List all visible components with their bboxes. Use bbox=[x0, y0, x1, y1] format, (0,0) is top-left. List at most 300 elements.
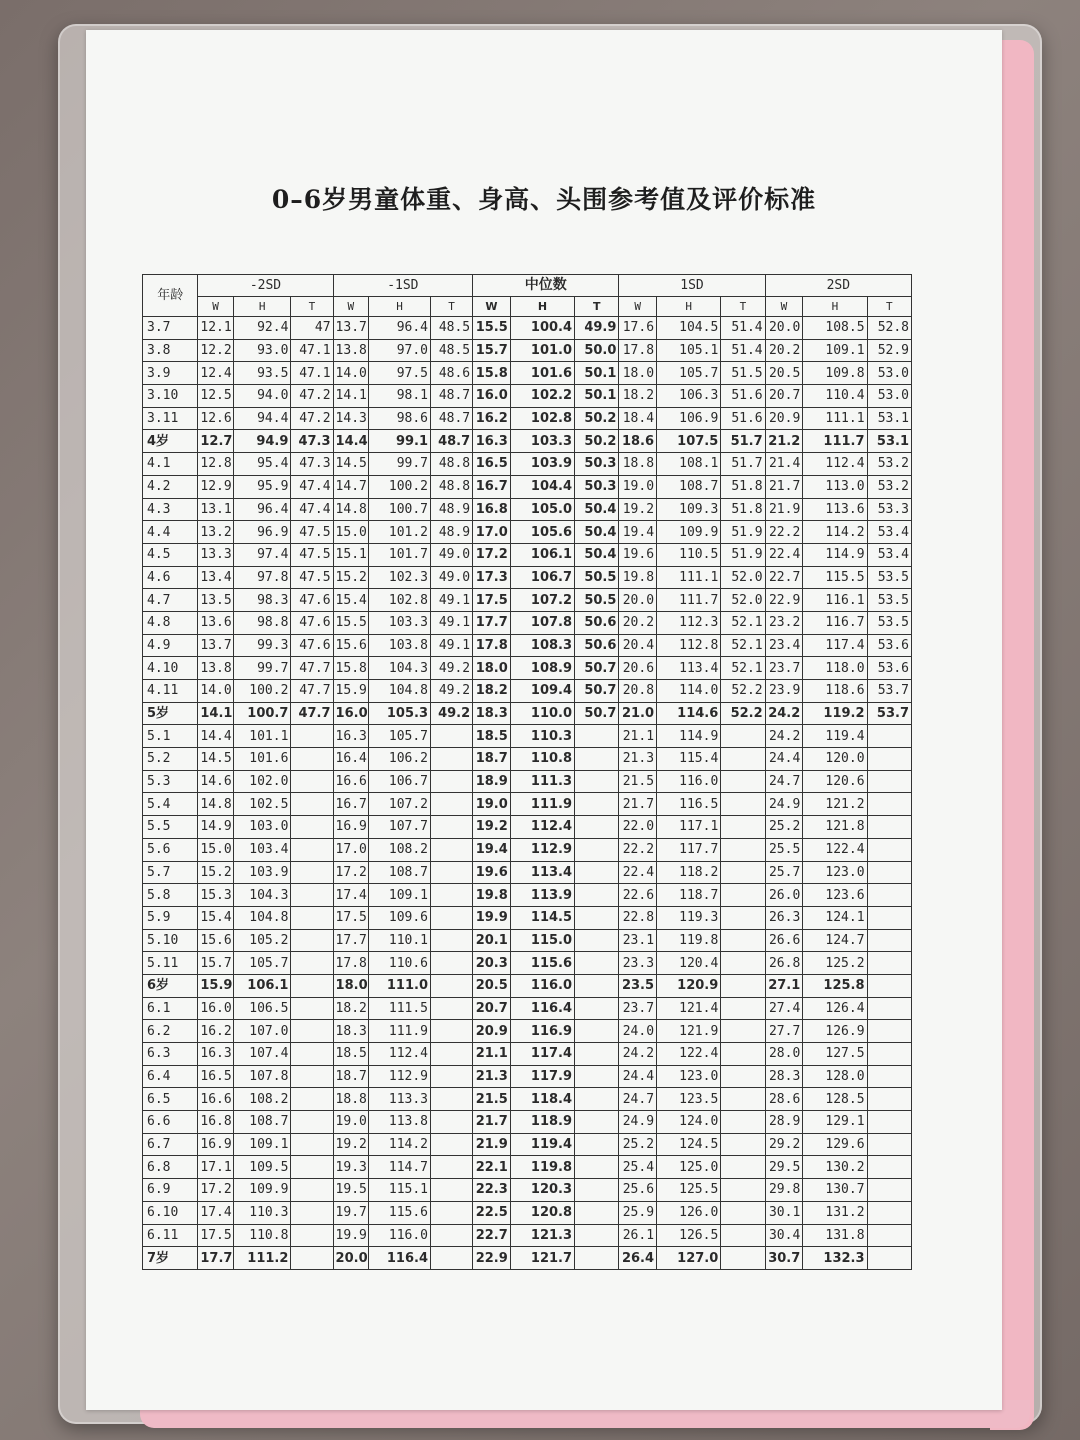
sub-header-t: T bbox=[291, 297, 333, 317]
minus1sd-t-cell: 48.5 bbox=[431, 317, 473, 340]
1sd-w-cell: 19.2 bbox=[619, 498, 657, 521]
group-header-minus2sd: -2SD bbox=[198, 275, 333, 297]
minus1sd-h-cell: 104.8 bbox=[368, 680, 430, 703]
2sd-w-cell: 30.4 bbox=[765, 1224, 803, 1247]
minus1sd-t-cell bbox=[431, 1111, 473, 1134]
median-h-cell: 108.3 bbox=[510, 634, 574, 657]
2sd-h-cell: 114.9 bbox=[803, 543, 867, 566]
1sd-t-cell bbox=[721, 1065, 765, 1088]
minus2sd-w-cell: 13.6 bbox=[198, 611, 233, 634]
2sd-w-cell: 22.7 bbox=[765, 566, 803, 589]
1sd-t-cell: 52.2 bbox=[721, 702, 765, 725]
1sd-w-cell: 18.6 bbox=[619, 430, 657, 453]
2sd-h-cell: 110.4 bbox=[803, 385, 867, 408]
1sd-w-cell: 25.6 bbox=[619, 1179, 657, 1202]
minus1sd-h-cell: 98.6 bbox=[368, 407, 430, 430]
minus1sd-t-cell bbox=[431, 861, 473, 884]
minus2sd-t-cell: 47.7 bbox=[291, 680, 333, 703]
2sd-h-cell: 126.9 bbox=[803, 1020, 867, 1043]
2sd-t-cell bbox=[867, 816, 911, 839]
minus2sd-w-cell: 13.4 bbox=[198, 566, 233, 589]
minus2sd-h-cell: 93.5 bbox=[233, 362, 291, 385]
age-cell: 6岁 bbox=[143, 974, 198, 997]
minus2sd-h-cell: 104.8 bbox=[233, 906, 291, 929]
median-w-cell: 20.9 bbox=[473, 1020, 511, 1043]
2sd-t-cell bbox=[867, 1043, 911, 1066]
minus2sd-t-cell bbox=[291, 861, 333, 884]
median-t-cell bbox=[575, 884, 619, 907]
group-header-1sd: 1SD bbox=[619, 275, 765, 297]
minus2sd-w-cell: 17.5 bbox=[198, 1224, 233, 1247]
median-w-cell: 21.7 bbox=[473, 1111, 511, 1134]
1sd-h-cell: 113.4 bbox=[657, 657, 721, 680]
2sd-w-cell: 23.7 bbox=[765, 657, 803, 680]
1sd-t-cell bbox=[721, 1088, 765, 1111]
minus1sd-h-cell: 99.1 bbox=[368, 430, 430, 453]
minus2sd-h-cell: 95.9 bbox=[233, 475, 291, 498]
minus2sd-h-cell: 107.0 bbox=[233, 1020, 291, 1043]
minus2sd-t-cell bbox=[291, 929, 333, 952]
1sd-h-cell: 112.3 bbox=[657, 611, 721, 634]
minus2sd-t-cell bbox=[291, 997, 333, 1020]
age-cell: 5.3 bbox=[143, 770, 198, 793]
minus2sd-w-cell: 15.9 bbox=[198, 974, 233, 997]
1sd-w-cell: 18.2 bbox=[619, 385, 657, 408]
minus1sd-h-cell: 100.7 bbox=[368, 498, 430, 521]
1sd-t-cell bbox=[721, 1133, 765, 1156]
minus1sd-h-cell: 103.8 bbox=[368, 634, 430, 657]
age-cell: 6.1 bbox=[143, 997, 198, 1020]
minus2sd-w-cell: 15.2 bbox=[198, 861, 233, 884]
median-w-cell: 15.7 bbox=[473, 339, 511, 362]
minus2sd-w-cell: 15.7 bbox=[198, 952, 233, 975]
table-row bbox=[143, 543, 912, 566]
minus2sd-h-cell: 109.5 bbox=[233, 1156, 291, 1179]
minus1sd-t-cell: 49.1 bbox=[431, 634, 473, 657]
table-row bbox=[143, 1065, 912, 1088]
median-t-cell: 50.7 bbox=[575, 657, 619, 680]
1sd-h-cell: 121.9 bbox=[657, 1020, 721, 1043]
age-cell: 6.4 bbox=[143, 1065, 198, 1088]
1sd-w-cell: 18.0 bbox=[619, 362, 657, 385]
minus1sd-h-cell: 109.1 bbox=[368, 884, 430, 907]
median-w-cell: 16.3 bbox=[473, 430, 511, 453]
2sd-w-cell: 22.4 bbox=[765, 543, 803, 566]
median-h-cell: 121.3 bbox=[510, 1224, 574, 1247]
1sd-t-cell: 51.7 bbox=[721, 430, 765, 453]
age-cell: 4.8 bbox=[143, 611, 198, 634]
1sd-w-cell: 20.4 bbox=[619, 634, 657, 657]
1sd-h-cell: 125.5 bbox=[657, 1179, 721, 1202]
2sd-h-cell: 118.0 bbox=[803, 657, 867, 680]
median-t-cell: 50.3 bbox=[575, 475, 619, 498]
2sd-w-cell: 26.8 bbox=[765, 952, 803, 975]
median-t-cell bbox=[575, 929, 619, 952]
age-cell: 3.7 bbox=[143, 317, 198, 340]
1sd-h-cell: 120.9 bbox=[657, 974, 721, 997]
2sd-t-cell: 53.6 bbox=[867, 634, 911, 657]
median-w-cell: 20.5 bbox=[473, 974, 511, 997]
1sd-w-cell: 20.6 bbox=[619, 657, 657, 680]
printed-sheet bbox=[86, 30, 1002, 1410]
minus2sd-h-cell: 105.7 bbox=[233, 952, 291, 975]
median-t-cell bbox=[575, 748, 619, 771]
median-t-cell: 50.0 bbox=[575, 339, 619, 362]
median-t-cell bbox=[575, 770, 619, 793]
minus1sd-w-cell: 20.0 bbox=[333, 1247, 368, 1270]
minus1sd-t-cell: 48.9 bbox=[431, 498, 473, 521]
minus2sd-t-cell: 47.6 bbox=[291, 634, 333, 657]
2sd-t-cell: 53.5 bbox=[867, 611, 911, 634]
growth-reference-table bbox=[142, 274, 912, 1270]
1sd-h-cell: 108.1 bbox=[657, 453, 721, 476]
median-h-cell: 116.9 bbox=[510, 1020, 574, 1043]
median-w-cell: 19.9 bbox=[473, 906, 511, 929]
header-row-measures bbox=[143, 297, 912, 317]
median-t-cell: 50.6 bbox=[575, 634, 619, 657]
2sd-t-cell: 53.7 bbox=[867, 680, 911, 703]
median-w-cell: 22.5 bbox=[473, 1201, 511, 1224]
minus1sd-w-cell: 16.9 bbox=[333, 816, 368, 839]
2sd-t-cell bbox=[867, 997, 911, 1020]
2sd-w-cell: 20.5 bbox=[765, 362, 803, 385]
group-header-median: 中位数 bbox=[473, 275, 619, 297]
age-cell: 5.11 bbox=[143, 952, 198, 975]
1sd-w-cell: 22.4 bbox=[619, 861, 657, 884]
table-row bbox=[143, 997, 912, 1020]
minus1sd-w-cell: 17.8 bbox=[333, 952, 368, 975]
2sd-h-cell: 120.6 bbox=[803, 770, 867, 793]
minus1sd-h-cell: 104.3 bbox=[368, 657, 430, 680]
median-h-cell: 110.0 bbox=[510, 702, 574, 725]
minus2sd-t-cell bbox=[291, 1156, 333, 1179]
minus2sd-t-cell: 47.2 bbox=[291, 385, 333, 408]
median-t-cell: 50.4 bbox=[575, 498, 619, 521]
age-cell: 4.6 bbox=[143, 566, 198, 589]
median-h-cell: 111.3 bbox=[510, 770, 574, 793]
sub-header-w: W bbox=[473, 297, 511, 317]
minus1sd-w-cell: 16.4 bbox=[333, 748, 368, 771]
table-row bbox=[143, 1179, 912, 1202]
minus1sd-w-cell: 18.0 bbox=[333, 974, 368, 997]
median-w-cell: 17.2 bbox=[473, 543, 511, 566]
age-cell: 5.4 bbox=[143, 793, 198, 816]
minus1sd-w-cell: 18.7 bbox=[333, 1065, 368, 1088]
minus1sd-w-cell: 17.2 bbox=[333, 861, 368, 884]
2sd-h-cell: 131.2 bbox=[803, 1201, 867, 1224]
minus2sd-h-cell: 99.3 bbox=[233, 634, 291, 657]
2sd-h-cell: 123.0 bbox=[803, 861, 867, 884]
minus1sd-t-cell: 49.1 bbox=[431, 589, 473, 612]
minus2sd-h-cell: 110.3 bbox=[233, 1201, 291, 1224]
age-cell: 4.3 bbox=[143, 498, 198, 521]
minus1sd-h-cell: 101.7 bbox=[368, 543, 430, 566]
minus1sd-w-cell: 17.7 bbox=[333, 929, 368, 952]
minus1sd-w-cell: 16.0 bbox=[333, 702, 368, 725]
1sd-t-cell: 51.9 bbox=[721, 521, 765, 544]
minus1sd-t-cell: 48.6 bbox=[431, 362, 473, 385]
table-row bbox=[143, 611, 912, 634]
2sd-h-cell: 115.5 bbox=[803, 566, 867, 589]
1sd-h-cell: 111.7 bbox=[657, 589, 721, 612]
median-w-cell: 18.9 bbox=[473, 770, 511, 793]
2sd-h-cell: 131.8 bbox=[803, 1224, 867, 1247]
age-cell: 6.2 bbox=[143, 1020, 198, 1043]
median-w-cell: 18.7 bbox=[473, 748, 511, 771]
1sd-t-cell: 52.0 bbox=[721, 589, 765, 612]
2sd-h-cell: 122.4 bbox=[803, 838, 867, 861]
2sd-h-cell: 132.3 bbox=[803, 1247, 867, 1270]
median-w-cell: 16.8 bbox=[473, 498, 511, 521]
median-h-cell: 113.4 bbox=[510, 861, 574, 884]
1sd-h-cell: 112.8 bbox=[657, 634, 721, 657]
median-t-cell: 50.1 bbox=[575, 385, 619, 408]
table-row bbox=[143, 589, 912, 612]
sub-header-h: H bbox=[510, 297, 574, 317]
minus2sd-t-cell bbox=[291, 1133, 333, 1156]
minus2sd-w-cell: 13.3 bbox=[198, 543, 233, 566]
2sd-w-cell: 24.7 bbox=[765, 770, 803, 793]
median-h-cell: 110.3 bbox=[510, 725, 574, 748]
table-row bbox=[143, 475, 912, 498]
1sd-h-cell: 108.7 bbox=[657, 475, 721, 498]
2sd-w-cell: 24.2 bbox=[765, 702, 803, 725]
sub-header-t: T bbox=[867, 297, 911, 317]
minus2sd-t-cell bbox=[291, 1020, 333, 1043]
median-h-cell: 103.3 bbox=[510, 430, 574, 453]
median-h-cell: 105.0 bbox=[510, 498, 574, 521]
minus1sd-h-cell: 96.4 bbox=[368, 317, 430, 340]
2sd-w-cell: 30.1 bbox=[765, 1201, 803, 1224]
2sd-h-cell: 114.2 bbox=[803, 521, 867, 544]
minus2sd-t-cell: 47.3 bbox=[291, 430, 333, 453]
median-t-cell bbox=[575, 974, 619, 997]
minus1sd-w-cell: 16.6 bbox=[333, 770, 368, 793]
minus1sd-t-cell bbox=[431, 884, 473, 907]
minus2sd-w-cell: 16.5 bbox=[198, 1065, 233, 1088]
2sd-h-cell: 119.2 bbox=[803, 702, 867, 725]
1sd-t-cell bbox=[721, 1020, 765, 1043]
minus2sd-t-cell bbox=[291, 1224, 333, 1247]
minus1sd-t-cell: 48.9 bbox=[431, 521, 473, 544]
minus1sd-t-cell bbox=[431, 1065, 473, 1088]
minus2sd-w-cell: 13.7 bbox=[198, 634, 233, 657]
minus1sd-h-cell: 103.3 bbox=[368, 611, 430, 634]
minus1sd-h-cell: 114.7 bbox=[368, 1156, 430, 1179]
minus2sd-t-cell bbox=[291, 1111, 333, 1134]
minus2sd-h-cell: 109.9 bbox=[233, 1179, 291, 1202]
minus2sd-w-cell: 17.4 bbox=[198, 1201, 233, 1224]
minus2sd-h-cell: 111.2 bbox=[233, 1247, 291, 1270]
table-row bbox=[143, 838, 912, 861]
minus2sd-w-cell: 15.6 bbox=[198, 929, 233, 952]
1sd-h-cell: 118.2 bbox=[657, 861, 721, 884]
sub-header-h: H bbox=[657, 297, 721, 317]
age-cell: 6.6 bbox=[143, 1111, 198, 1134]
median-w-cell: 19.8 bbox=[473, 884, 511, 907]
2sd-h-cell: 117.4 bbox=[803, 634, 867, 657]
minus1sd-w-cell: 18.2 bbox=[333, 997, 368, 1020]
minus2sd-w-cell: 16.6 bbox=[198, 1088, 233, 1111]
minus2sd-w-cell: 16.9 bbox=[198, 1133, 233, 1156]
minus2sd-w-cell: 16.3 bbox=[198, 1043, 233, 1066]
1sd-h-cell: 105.7 bbox=[657, 362, 721, 385]
1sd-w-cell: 20.8 bbox=[619, 680, 657, 703]
table-row bbox=[143, 748, 912, 771]
2sd-w-cell: 24.2 bbox=[765, 725, 803, 748]
minus2sd-h-cell: 93.0 bbox=[233, 339, 291, 362]
minus1sd-w-cell: 14.1 bbox=[333, 385, 368, 408]
median-h-cell: 119.4 bbox=[510, 1133, 574, 1156]
table-row bbox=[143, 521, 912, 544]
1sd-h-cell: 115.4 bbox=[657, 748, 721, 771]
1sd-t-cell bbox=[721, 952, 765, 975]
1sd-t-cell bbox=[721, 974, 765, 997]
minus2sd-h-cell: 95.4 bbox=[233, 453, 291, 476]
minus2sd-w-cell: 14.8 bbox=[198, 793, 233, 816]
2sd-t-cell: 53.0 bbox=[867, 385, 911, 408]
1sd-w-cell: 18.8 bbox=[619, 453, 657, 476]
minus1sd-t-cell bbox=[431, 1088, 473, 1111]
2sd-w-cell: 24.4 bbox=[765, 748, 803, 771]
2sd-h-cell: 129.6 bbox=[803, 1133, 867, 1156]
median-h-cell: 118.9 bbox=[510, 1111, 574, 1134]
2sd-h-cell: 126.4 bbox=[803, 997, 867, 1020]
minus2sd-h-cell: 104.3 bbox=[233, 884, 291, 907]
1sd-h-cell: 114.9 bbox=[657, 725, 721, 748]
minus1sd-t-cell bbox=[431, 816, 473, 839]
1sd-w-cell: 17.6 bbox=[619, 317, 657, 340]
minus2sd-t-cell: 47.5 bbox=[291, 543, 333, 566]
age-cell: 5岁 bbox=[143, 702, 198, 725]
minus2sd-h-cell: 107.8 bbox=[233, 1065, 291, 1088]
age-cell: 3.8 bbox=[143, 339, 198, 362]
table-row bbox=[143, 317, 912, 340]
median-w-cell: 17.8 bbox=[473, 634, 511, 657]
age-cell: 5.8 bbox=[143, 884, 198, 907]
1sd-t-cell bbox=[721, 861, 765, 884]
2sd-t-cell: 53.3 bbox=[867, 498, 911, 521]
median-w-cell: 18.5 bbox=[473, 725, 511, 748]
minus1sd-t-cell bbox=[431, 1247, 473, 1270]
minus1sd-t-cell: 48.7 bbox=[431, 385, 473, 408]
1sd-t-cell: 51.8 bbox=[721, 475, 765, 498]
2sd-w-cell: 22.2 bbox=[765, 521, 803, 544]
age-cell: 5.2 bbox=[143, 748, 198, 771]
age-cell: 6.5 bbox=[143, 1088, 198, 1111]
2sd-h-cell: 116.7 bbox=[803, 611, 867, 634]
minus1sd-h-cell: 113.8 bbox=[368, 1111, 430, 1134]
table-row bbox=[143, 1224, 912, 1247]
minus1sd-t-cell bbox=[431, 974, 473, 997]
minus1sd-w-cell: 17.5 bbox=[333, 906, 368, 929]
1sd-w-cell: 21.0 bbox=[619, 702, 657, 725]
median-t-cell bbox=[575, 838, 619, 861]
1sd-w-cell: 24.9 bbox=[619, 1111, 657, 1134]
2sd-t-cell: 52.9 bbox=[867, 339, 911, 362]
table-row bbox=[143, 1088, 912, 1111]
2sd-t-cell bbox=[867, 952, 911, 975]
minus1sd-h-cell: 114.2 bbox=[368, 1133, 430, 1156]
minus2sd-w-cell: 17.7 bbox=[198, 1247, 233, 1270]
2sd-w-cell: 26.3 bbox=[765, 906, 803, 929]
minus2sd-t-cell: 47.7 bbox=[291, 702, 333, 725]
median-w-cell: 16.2 bbox=[473, 407, 511, 430]
2sd-t-cell bbox=[867, 838, 911, 861]
minus1sd-t-cell bbox=[431, 1133, 473, 1156]
median-t-cell: 50.7 bbox=[575, 702, 619, 725]
median-t-cell: 50.7 bbox=[575, 680, 619, 703]
1sd-t-cell bbox=[721, 816, 765, 839]
minus1sd-h-cell: 116.4 bbox=[368, 1247, 430, 1270]
minus2sd-t-cell bbox=[291, 1043, 333, 1066]
2sd-w-cell: 20.2 bbox=[765, 339, 803, 362]
table-row bbox=[143, 1133, 912, 1156]
table-row bbox=[143, 657, 912, 680]
1sd-w-cell: 26.1 bbox=[619, 1224, 657, 1247]
2sd-h-cell: 130.7 bbox=[803, 1179, 867, 1202]
median-h-cell: 106.7 bbox=[510, 566, 574, 589]
1sd-w-cell: 23.7 bbox=[619, 997, 657, 1020]
2sd-w-cell: 20.7 bbox=[765, 385, 803, 408]
1sd-w-cell: 22.2 bbox=[619, 838, 657, 861]
minus1sd-w-cell: 14.3 bbox=[333, 407, 368, 430]
2sd-h-cell: 112.4 bbox=[803, 453, 867, 476]
minus1sd-t-cell bbox=[431, 725, 473, 748]
1sd-h-cell: 116.0 bbox=[657, 770, 721, 793]
table-row bbox=[143, 884, 912, 907]
median-t-cell bbox=[575, 861, 619, 884]
median-w-cell: 20.3 bbox=[473, 952, 511, 975]
minus2sd-w-cell: 12.1 bbox=[198, 317, 233, 340]
1sd-h-cell: 106.3 bbox=[657, 385, 721, 408]
2sd-t-cell bbox=[867, 1088, 911, 1111]
2sd-h-cell: 109.1 bbox=[803, 339, 867, 362]
1sd-t-cell bbox=[721, 906, 765, 929]
median-h-cell: 102.2 bbox=[510, 385, 574, 408]
age-cell: 3.10 bbox=[143, 385, 198, 408]
minus1sd-h-cell: 108.7 bbox=[368, 861, 430, 884]
minus1sd-t-cell bbox=[431, 906, 473, 929]
minus2sd-h-cell: 103.0 bbox=[233, 816, 291, 839]
median-w-cell: 18.3 bbox=[473, 702, 511, 725]
median-w-cell: 17.0 bbox=[473, 521, 511, 544]
1sd-w-cell: 18.4 bbox=[619, 407, 657, 430]
1sd-t-cell: 52.1 bbox=[721, 611, 765, 634]
2sd-h-cell: 113.0 bbox=[803, 475, 867, 498]
2sd-w-cell: 30.7 bbox=[765, 1247, 803, 1270]
median-t-cell bbox=[575, 906, 619, 929]
minus2sd-t-cell: 47.1 bbox=[291, 362, 333, 385]
table-row bbox=[143, 861, 912, 884]
table-row bbox=[143, 974, 912, 997]
minus1sd-t-cell bbox=[431, 1201, 473, 1224]
minus2sd-h-cell: 101.6 bbox=[233, 748, 291, 771]
1sd-w-cell: 22.6 bbox=[619, 884, 657, 907]
table-row bbox=[143, 453, 912, 476]
1sd-w-cell: 22.8 bbox=[619, 906, 657, 929]
minus2sd-w-cell: 15.4 bbox=[198, 906, 233, 929]
age-cell: 4.9 bbox=[143, 634, 198, 657]
minus1sd-h-cell: 115.6 bbox=[368, 1201, 430, 1224]
1sd-t-cell bbox=[721, 793, 765, 816]
median-t-cell bbox=[575, 1088, 619, 1111]
table-row bbox=[143, 498, 912, 521]
1sd-w-cell: 19.0 bbox=[619, 475, 657, 498]
minus1sd-t-cell: 49.0 bbox=[431, 566, 473, 589]
median-t-cell: 50.4 bbox=[575, 521, 619, 544]
1sd-t-cell: 51.6 bbox=[721, 407, 765, 430]
